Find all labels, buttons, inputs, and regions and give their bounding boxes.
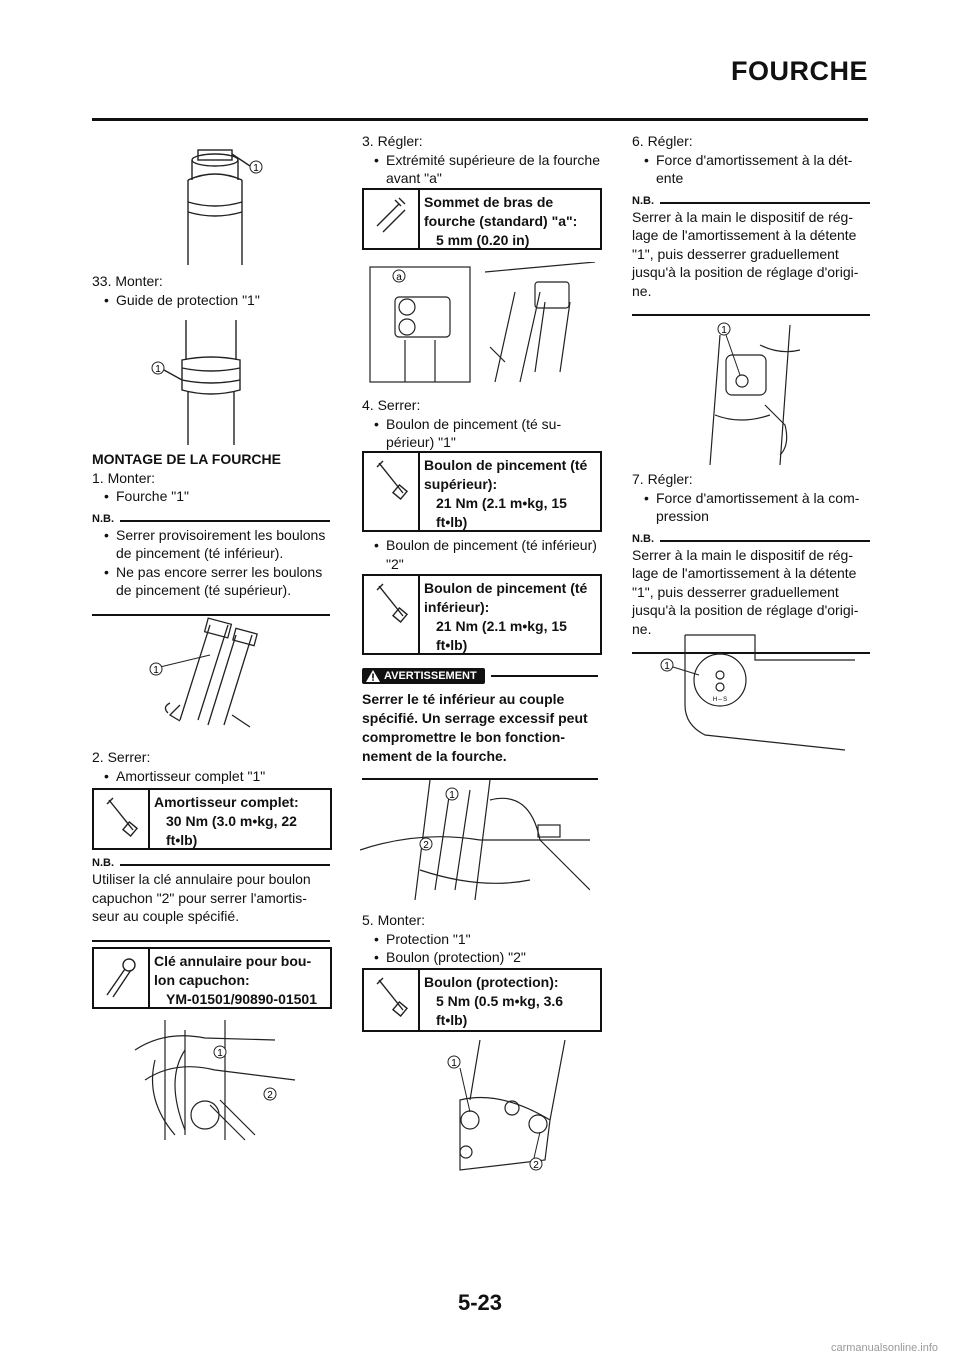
step-7: 7. Régler:	[632, 471, 693, 487]
section-heading: MONTAGE DE LA FOURCHE	[92, 451, 281, 467]
warning-icon	[366, 670, 380, 682]
spec-value: 5 mm (0.20 in)	[436, 232, 530, 248]
svg-text:1: 1	[451, 1058, 457, 1069]
warning-box	[362, 668, 598, 780]
figure-tighten-cap	[125, 1020, 305, 1145]
step-4-bullet-1: • Boulon de pincement (té su-périeur) "1"	[362, 415, 600, 452]
step-5: 5. Monter:	[362, 912, 426, 928]
svg-text:2: 2	[423, 840, 429, 851]
torque-wrench-icon	[373, 582, 409, 626]
figure-protection-bolts	[420, 1040, 580, 1175]
spec-title: Sommet de bras de fourche (standard) "a":	[424, 194, 578, 229]
spec-box-protection-bolt	[362, 968, 602, 1032]
spec-box-fork-top	[362, 188, 602, 250]
page-title: FOURCHE	[731, 56, 868, 86]
step-2-bullet: • Amortisseur complet "1"	[92, 767, 330, 786]
note-label: N.B.	[92, 857, 114, 869]
spec-box-upper-bolt	[362, 451, 602, 532]
figure-protection-guide	[150, 320, 260, 445]
hs-label: H⇔S	[712, 697, 728, 703]
step-7-bullet: • Force d'amortissement à la com-pression	[632, 489, 870, 526]
warning-text: Serrer le té inférieur au couple spécifié. Un serrage excessif peut compromettre le bon fonction-nement de la fourche.	[362, 690, 598, 780]
callout-1: 1	[253, 163, 259, 174]
step-33-bullet: • Guide de protection "1"	[92, 291, 330, 310]
figure-protection-install	[360, 780, 590, 900]
figure-compression-adjuster	[655, 625, 855, 755]
callout-a: a	[396, 272, 402, 283]
warning-badge: AVERTISSEMENT	[362, 668, 485, 684]
note-2-text: Utiliser la clé annulaire pour boulon capuchon "2" pour serrer l'amortis-seur au couple spécifié.	[92, 871, 311, 924]
header-rule	[92, 118, 868, 121]
note-3-text: Serrer à la main le dispositif de rég-lage de l'amortissement à la détente "1", puis desserrer graduellement jusqu'à la position de réglage d'origi-ne.	[632, 208, 859, 299]
note-1-bullet-1: • Serrer provisoirement les boulons de pincement (té inférieur).	[92, 526, 330, 563]
spec-value: 21 Nm (2.1 m•kg, 15 ft•lb)	[436, 618, 567, 653]
fork-height-icon	[373, 196, 409, 240]
step-4: 4. Serrer:	[362, 397, 421, 413]
step-3: 3. Régler:	[362, 133, 423, 149]
torque-wrench-icon	[103, 796, 139, 840]
step-6: 6. Régler:	[632, 133, 693, 149]
spec-title: Boulon de pincement (té supérieur):	[424, 457, 588, 492]
note-3	[632, 194, 870, 317]
note-1	[92, 512, 330, 616]
step-3-bullet: • Extrémité supérieure de la fourche avant "a"	[362, 151, 600, 188]
spec-box-ring-wrench	[92, 947, 332, 1009]
svg-text:2: 2	[533, 1160, 539, 1171]
note-4-text: Serrer à la main le dispositif de rég-lage de l'amortissement à la détente "1", puis desserrer graduellement jusqu'à la position de réglage d'origi-ne.	[632, 546, 859, 637]
figure-fork-install	[140, 615, 280, 730]
figure-fork-height	[365, 262, 595, 387]
spec-title: Amortisseur complet:	[154, 794, 299, 810]
page-number: 5-23	[457, 1290, 503, 1315]
spec-title: Boulon de pincement (té inférieur):	[424, 580, 588, 615]
spec-value: YM-01501/90890-01501	[166, 991, 318, 1007]
note-label: N.B.	[92, 512, 114, 525]
spec-value: 5 Nm (0.5 m•kg, 3.6 ft•lb)	[436, 993, 564, 1028]
callout-2: 2	[267, 1090, 273, 1101]
watermark: carmanualsonline.info	[830, 1342, 938, 1354]
spec-title: Boulon (protection):	[424, 974, 559, 990]
step-5-bullet-1: • Protection "1"	[362, 930, 600, 949]
svg-text:1: 1	[153, 665, 159, 676]
svg-text:1: 1	[664, 661, 670, 672]
svg-text:1: 1	[449, 790, 455, 801]
step-5-bullet-2: • Boulon (protection) "2"	[362, 948, 600, 967]
figure-fork-cap	[170, 140, 280, 265]
note-1-bullet-2: • Ne pas encore serrer les boulons de pincement (té supérieur).	[92, 563, 330, 600]
step-2: 2. Serrer:	[92, 749, 151, 765]
spec-value: 30 Nm (3.0 m•kg, 22 ft•lb)	[166, 813, 297, 848]
spec-title: Clé annulaire pour bou-lon capuchon:	[154, 953, 312, 988]
figure-rebound-adjuster	[690, 315, 810, 470]
step-1: 1. Monter:	[92, 469, 156, 486]
spec-value: 21 Nm (2.1 m•kg, 15 ft•lb)	[436, 495, 567, 530]
spec-box-shock	[92, 788, 332, 850]
spec-box-lower-bolt	[362, 574, 602, 655]
step-6-bullet: • Force d'amortissement à la dét-ente	[632, 151, 870, 188]
torque-wrench-icon	[373, 459, 409, 503]
step-33: 33. Monter:	[92, 273, 163, 289]
note-label: N.B.	[632, 532, 654, 545]
svg-text:1: 1	[721, 325, 727, 336]
ring-wrench-icon	[103, 955, 139, 999]
torque-wrench-icon	[373, 976, 409, 1020]
step-4-bullet-2: • Boulon de pincement (té inférieur) "2"	[362, 536, 600, 573]
step-1-bullet: • Fourche "1"	[92, 487, 330, 506]
svg-text:1: 1	[217, 1048, 223, 1059]
svg-text:1: 1	[155, 364, 161, 375]
note-2	[92, 856, 330, 942]
note-label: N.B.	[632, 194, 654, 207]
